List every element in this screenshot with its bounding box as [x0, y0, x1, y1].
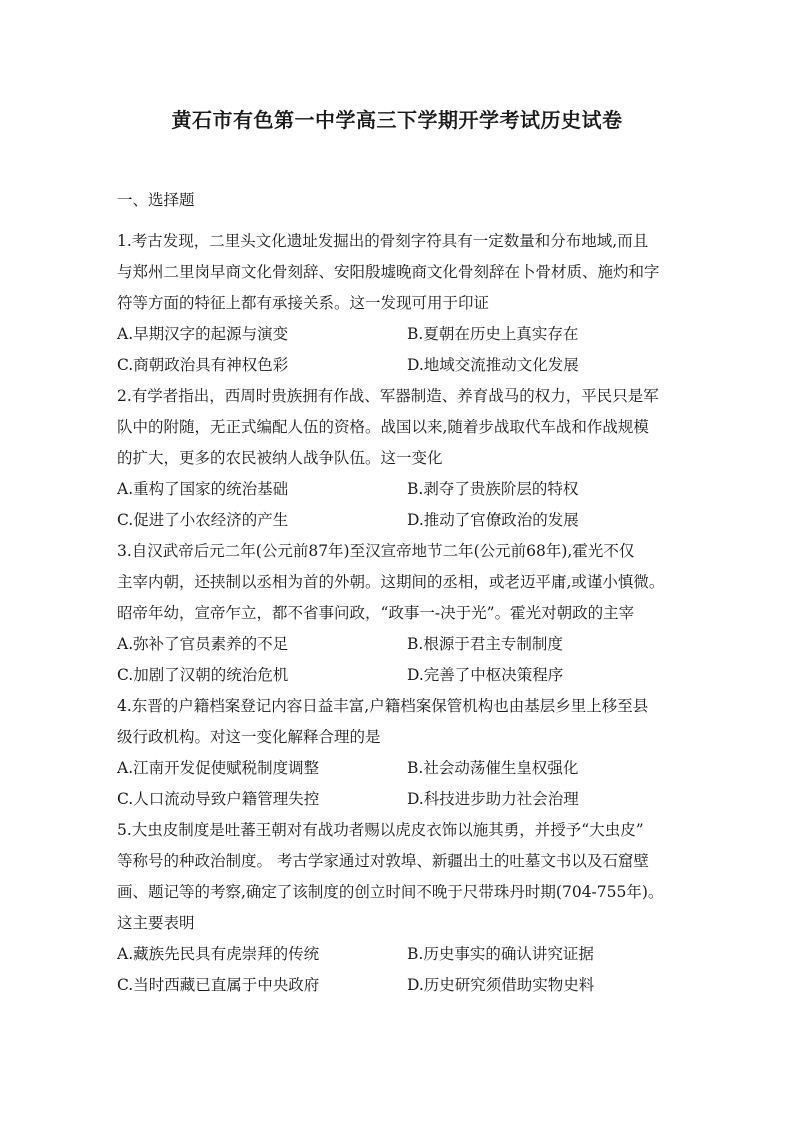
- option-b: B.历史事实的确认讲究证据: [407, 945, 594, 963]
- option-row: [117, 753, 687, 784]
- option-b: B.夏朝在历史上真实存在: [407, 325, 579, 343]
- question-text-line: 这主要表明: [117, 914, 195, 932]
- option-a: A.藏族先民具有虎崇拜的传统: [117, 945, 320, 963]
- question-text-line: 3.自汉武帝后元二年(公元前87年)至汉宣帝地节二年(公元前68年),霍光不仅: [117, 542, 635, 560]
- question-text-line: 符等方面的特征上都有承接关系。这一发现可用于印证: [117, 294, 490, 312]
- option-a: A.弥补了官员素养的不足: [117, 635, 289, 653]
- option-row: [117, 474, 687, 505]
- question-3: [117, 536, 687, 691]
- page-title: 黄石市有色第一中学高三下学期开学考试历史试卷: [171, 108, 623, 132]
- option-row: [117, 350, 687, 381]
- option-d: D.推动了官僚政治的发展: [407, 511, 579, 529]
- question-1: [117, 226, 687, 381]
- question-5: [117, 815, 687, 1001]
- question-text-line: 的扩大，更多的农民被纳人战争队伍。这一变化: [117, 449, 443, 467]
- option-a: A.重构了国家的统治基础: [117, 480, 289, 498]
- option-a: A.江南开发促使赋税制度调整: [117, 759, 320, 777]
- question-text-line: 等称号的种政治制度。 考古学家通过对敦埠、新疆出土的吐墓文书以及石窟壁: [117, 852, 649, 870]
- question-text-line: 1.考古发现，二里头文化遗址发掘出的骨刻字符具有一定数量和分布地域,而且: [117, 232, 649, 250]
- option-b: B.根源于君主专制制度: [407, 635, 563, 653]
- option-row: [117, 660, 687, 691]
- option-c: C.商朝政治具有神权色彩: [117, 356, 289, 374]
- option-c: C.当时西藏已直属于中央政府: [117, 976, 320, 994]
- option-row: [117, 784, 687, 815]
- question-text-line: 昭帝年幼，宣帝乍立，都不省事问政，“政事一-决于光”。霍光对朝政的主宰: [117, 604, 635, 622]
- question-text-line: 主宰内朝，还挟制以丞相为首的外朝。这期间的丞相，或老迈平庸,或谨小慎微。: [117, 573, 665, 591]
- option-c: C.促进了小农经济的产生: [117, 511, 289, 529]
- question-text-line: 画、题记等的考察,确定了该制度的创立时间不晚于尺带珠丹时期(704-755年)。: [117, 883, 664, 901]
- option-b: B.剥夺了贵族阶层的特权: [407, 480, 579, 498]
- option-row: [117, 939, 687, 970]
- question-text-line: 2.有学者指出，西周时贵族拥有作战、军器制造、养育战马的权力，平民只是军: [117, 387, 659, 405]
- question-list: [117, 226, 687, 1001]
- question-2: [117, 381, 687, 536]
- option-b: B.社会动荡催生皇权强化: [407, 759, 579, 777]
- question-text-line: 队中的附随，无正式编配人伍的资格。战国以来,随着步战取代车战和作战规模: [117, 418, 649, 436]
- option-d: D.地域交流推动文化发展: [407, 356, 579, 374]
- option-d: D.完善了中枢决策程序: [407, 666, 564, 684]
- option-c: C.人口流动导致户籍管理失控: [117, 790, 320, 808]
- option-row: [117, 629, 687, 660]
- option-c: C.加剧了汉朝的统治危机: [117, 666, 289, 684]
- question-text-line: 5.大虫皮制度是吐蕃王朝对有战功者赐以虎皮衣饰以施其勇，并授予“大虫皮”: [117, 821, 644, 839]
- option-row: [117, 505, 687, 536]
- option-d: D.科技进步助力社会治理: [407, 790, 579, 808]
- question-4: [117, 691, 687, 815]
- question-text-line: 级行政机构。对这一变化解释合理的是: [117, 728, 381, 746]
- question-text-line: 与郑州二里岗早商文化骨刻辞、安阳殷墟晚商文化骨刻辞在卜骨材质、施灼和字: [117, 263, 660, 281]
- option-row: [117, 319, 687, 350]
- option-d: D.历史研究须借助实物史料: [407, 976, 595, 994]
- option-a: A.早期汉字的起源与演变: [117, 325, 289, 343]
- option-row: [117, 970, 687, 1001]
- question-text-line: 4.东晋的户籍档案登记内容日益丰富,户籍档案保管机构也由基层乡里上移至县: [117, 697, 649, 715]
- section-heading: 一、选择题: [117, 191, 195, 209]
